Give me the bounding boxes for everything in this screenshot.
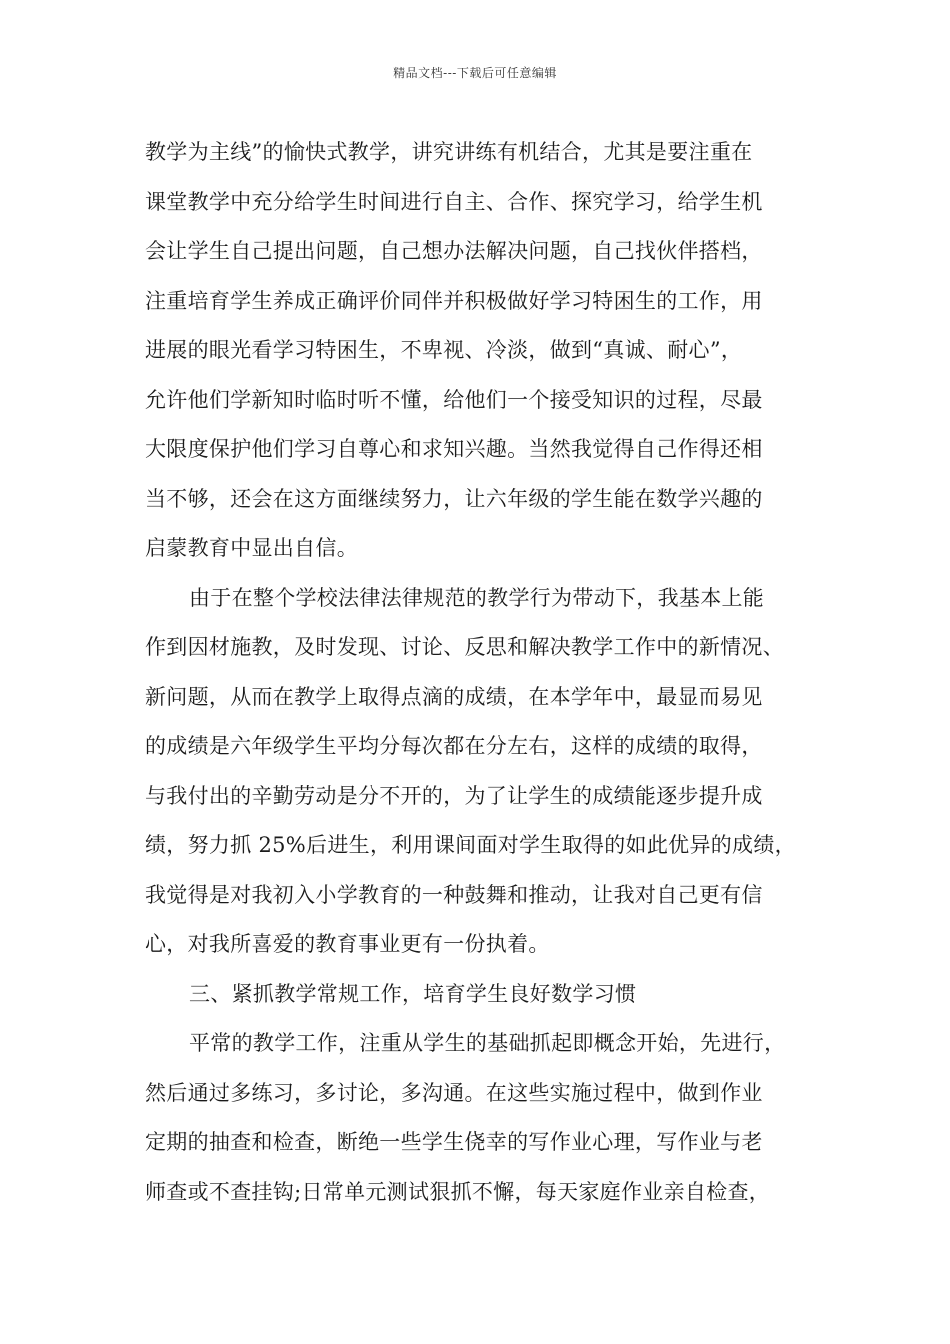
paragraph-start-line: 由于在整个学校法律法律规范的教学行为带动下，我基本上能 <box>189 585 765 610</box>
text-line: 启蒙教育中显出自信。 <box>145 536 358 560</box>
text-line: 师查或不查挂钩;日常单元测试狠抓不懈，每天家庭作业亲自检查， <box>145 1179 771 1204</box>
text-line: 我觉得是对我初入小学教育的一种鼓舞和推动，让我对自己更有信 <box>145 882 763 907</box>
text-line: 当不够，还会在这方面继续努力，让六年级的学生能在数学兴趣的 <box>145 486 763 511</box>
text-line: 大限度保护他们学习自尊心和求知兴趣。当然我觉得自己作得还相 <box>145 437 763 461</box>
text-line: 教学为主线”的愉快式教学，讲究讲练有机结合，尤其是要注重在 <box>145 140 753 164</box>
text-line: 定期的抽查和检查，断绝一些学生侥幸的写作业心理，写作业与老 <box>145 1130 763 1154</box>
text-line: 允许他们学新知时临时听不懂，给他们一个接受知识的过程，尽最 <box>145 387 763 412</box>
text-line: 新问题，从而在教学上取得点滴的成绩，在本学年中，最显而易见 <box>145 684 763 709</box>
page-header: 精品文档---下载后可任意编辑 <box>393 66 557 80</box>
text-line: 心，对我所喜爱的教育事业更有一份执着。 <box>145 932 550 956</box>
text-line: 进展的眼光看学习特困生，不卑视、冷淡，做到“真诚、耐心”， <box>145 338 743 362</box>
text-line: 与我付出的辛勤劳动是分不开的，为了让学生的成绩能逐步提升成 <box>145 783 763 808</box>
text-line: 绩，努力抓 25%后进生，利用课间面对学生取得的如此优异的成绩， <box>145 833 796 857</box>
section-heading: 三、紧抓教学常规工作，培育学生良好数学习惯 <box>189 981 637 1006</box>
text-line: 会让学生自己提出问题，自己想办法解决问题，自己找伙伴搭档， <box>145 239 763 263</box>
text-line: 课堂教学中充分给学生时间进行自主、合作、探究学习，给学生机 <box>145 189 763 214</box>
text-line: 的成绩是六年级学生平均分每次都在分左右，这样的成绩的取得， <box>145 734 763 758</box>
text-line: 注重培育学生养成正确评价同伴并积极做好学习特困生的工作，用 <box>145 288 763 313</box>
paragraph-start-line: 平常的教学工作，注重从学生的基础抓起即概念开始，先进行， <box>189 1031 786 1055</box>
text-line: 然后通过多练习，多讨论，多沟通。在这些实施过程中，做到作业 <box>145 1080 763 1105</box>
document-body <box>145 132 815 1221</box>
text-line: 作到因材施教，及时发现、讨论、反思和解决教学工作中的新情况、 <box>145 635 784 659</box>
